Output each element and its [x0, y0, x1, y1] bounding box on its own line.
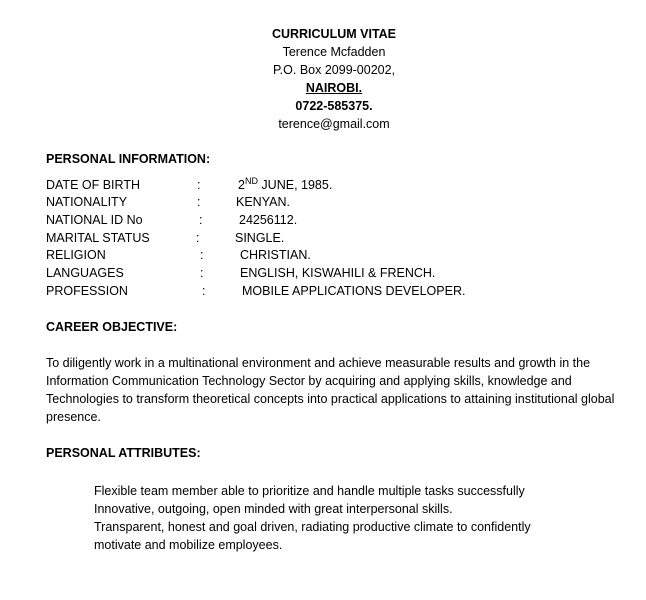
- info-label: PROFESSION: [46, 284, 128, 298]
- personal-attributes-heading: PERSONAL ATTRIBUTES:: [46, 446, 201, 460]
- info-label: DATE OF BIRTH: [46, 178, 140, 192]
- info-label: NATIONAL ID No: [46, 213, 143, 227]
- info-value: 2ND JUNE, 1985.: [238, 176, 333, 192]
- info-label: NATIONALITY: [46, 195, 128, 209]
- candidate-name: Terence Mcfadden: [282, 45, 386, 59]
- career-objective-text: To diligently work in a multinational environment and achieve measurable results and growth in the Information Communication Technology Sector by acquiring and applying skills, knowledge and Technologies to transform theoretical concepts into practical applications to attaining institutional global presence.: [46, 356, 615, 424]
- info-value: CHRISTIAN.: [240, 248, 311, 262]
- list-item: Innovative, outgoing, open minded with great interpersonal skills.: [94, 502, 453, 516]
- list-item: motivate and mobilize employees.: [94, 538, 283, 552]
- info-separator: :: [197, 195, 201, 209]
- cv-header: [0, 25, 646, 133]
- info-label: LANGUAGES: [46, 266, 124, 280]
- info-separator: :: [197, 178, 201, 192]
- info-separator: :: [196, 231, 200, 245]
- info-label: RELIGION: [46, 248, 106, 262]
- info-separator: :: [200, 248, 204, 262]
- info-separator: :: [199, 213, 203, 227]
- personal-information-heading: PERSONAL INFORMATION:: [46, 152, 211, 166]
- info-value: KENYAN.: [236, 195, 290, 209]
- email-address: terence@gmail.com: [278, 117, 390, 131]
- phone-number: 0722-585375.: [295, 99, 373, 113]
- list-item: Flexible team member able to prioritize and handle multiple tasks successfully: [94, 484, 525, 498]
- document-title: CURRICULUM VITAE: [271, 27, 397, 41]
- career-objective-heading: CAREER OBJECTIVE:: [46, 320, 178, 334]
- postal-address: P.O. Box 2099-00202,: [272, 63, 396, 77]
- info-label: MARITAL STATUS: [46, 231, 150, 245]
- personal-attributes-list: [94, 482, 614, 554]
- city: NAIROBI.: [305, 81, 363, 95]
- info-value: MOBILE APPLICATIONS DEVELOPER.: [242, 284, 466, 298]
- info-separator: :: [202, 284, 206, 298]
- info-value: SINGLE.: [235, 231, 285, 245]
- info-separator: :: [200, 266, 204, 280]
- list-item: Transparent, honest and goal driven, radiating productive climate to confidently: [94, 520, 531, 534]
- info-value: ENGLISH, KISWAHILI & FRENCH.: [240, 266, 436, 280]
- info-value: 24256112.: [239, 213, 298, 227]
